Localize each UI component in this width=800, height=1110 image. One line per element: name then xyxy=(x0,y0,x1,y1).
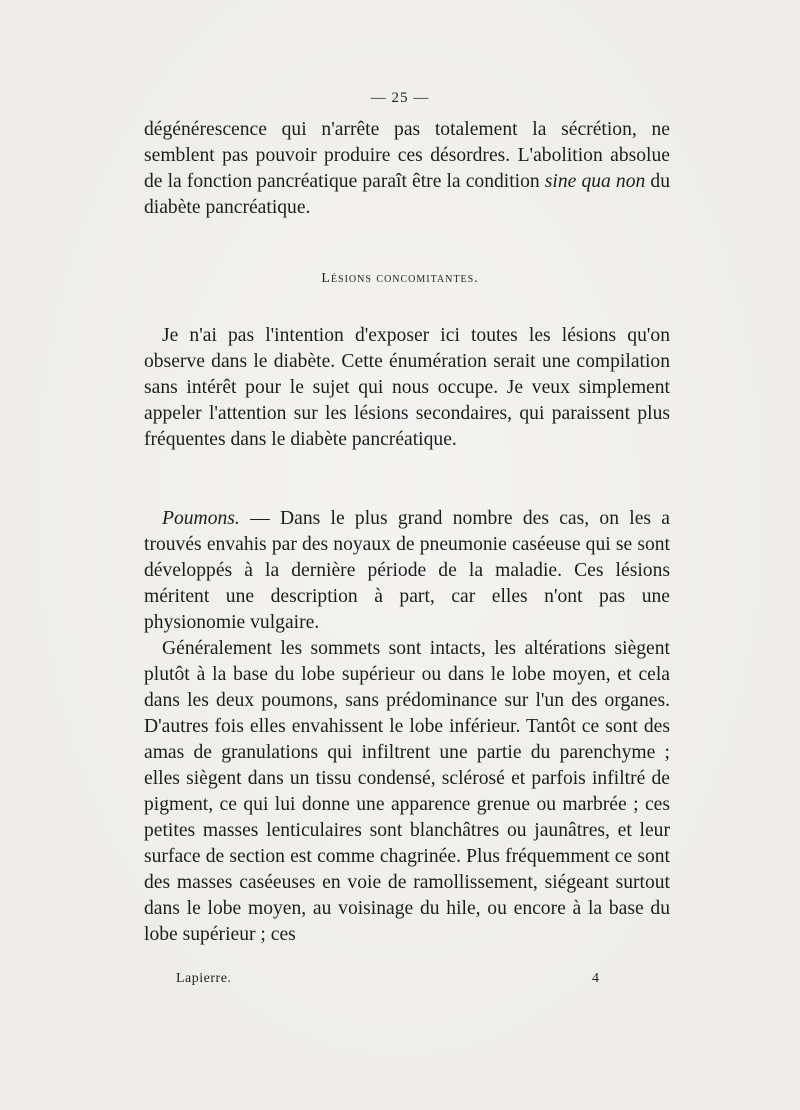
intro-text: dégénérescence qui n'arrête pas totalement la sécrétion, ne semblent pas pouvoir produire ces désordres. L'abolition absolue de la fonction pancréatique paraît être la condition xyxy=(144,119,670,192)
poumons-text: — Dans le plus grand nombre des cas, on les a trouvés envahis par des noyaux de pneumonie caséeuse qui se sont développés à la dernière période de la maladie. Ces lésions méritent une description à part, car elles n'ont pas une physionomie vulgaire. xyxy=(144,508,670,633)
section-paragraph-block xyxy=(144,323,670,453)
footer-author: Lapierre. xyxy=(176,971,232,986)
section-heading: Lésions concomitantes. xyxy=(321,271,479,286)
page-number: — 25 — xyxy=(370,90,430,106)
poumons-paragraph-2: Généralement les sommets sont intacts, les altérations siègent plutôt à la base du lobe supérieur ou dans le lobe moyen, et cela dans les deux poumons, sans prédominance sur l'un des organes. D'autres fois elles envahissent le lobe inférieur. Tantôt ce sont des amas de granulations qui infiltrent une partie du parenchyme ; elles siègent dans un tissu condensé, sclérosé et parfois infiltré de pigment, ce qui lui donne une apparence grenue ou marbrée ; ces petites masses lenticulaires sont blanchâtres ou jaunâtres, et leur surface de section est comme chagrinée. Plus fréquemment ce sont des masses caséeuses en voie de ramollissement, siégeant surtout dans le lobe moyen, au voisinage du hile, ou encore à la base du lobe supérieur ; ces xyxy=(144,638,670,945)
poumons-block xyxy=(144,506,670,948)
intro-text-end: du diabète pancréatique. xyxy=(144,171,670,218)
intro-paragraph-block xyxy=(144,117,670,221)
poumons-label: Poumons. xyxy=(162,508,240,529)
latin-phrase: sine qua non xyxy=(544,171,646,192)
section-paragraph: Je n'ai pas l'intention d'exposer ici toutes les lésions qu'on observe dans le diabète. Cette énumération serait une compilation sans intérêt pour le sujet qui nous occupe. Je veux simplement appeler l'attention sur les lésions secondaires, qui paraissent plus fréquentes dans le diabète pancréatique. xyxy=(144,325,670,450)
poumons-paragraph-1 xyxy=(144,506,670,636)
intro-paragraph xyxy=(144,117,670,221)
footer-signature: 4 xyxy=(592,971,599,986)
